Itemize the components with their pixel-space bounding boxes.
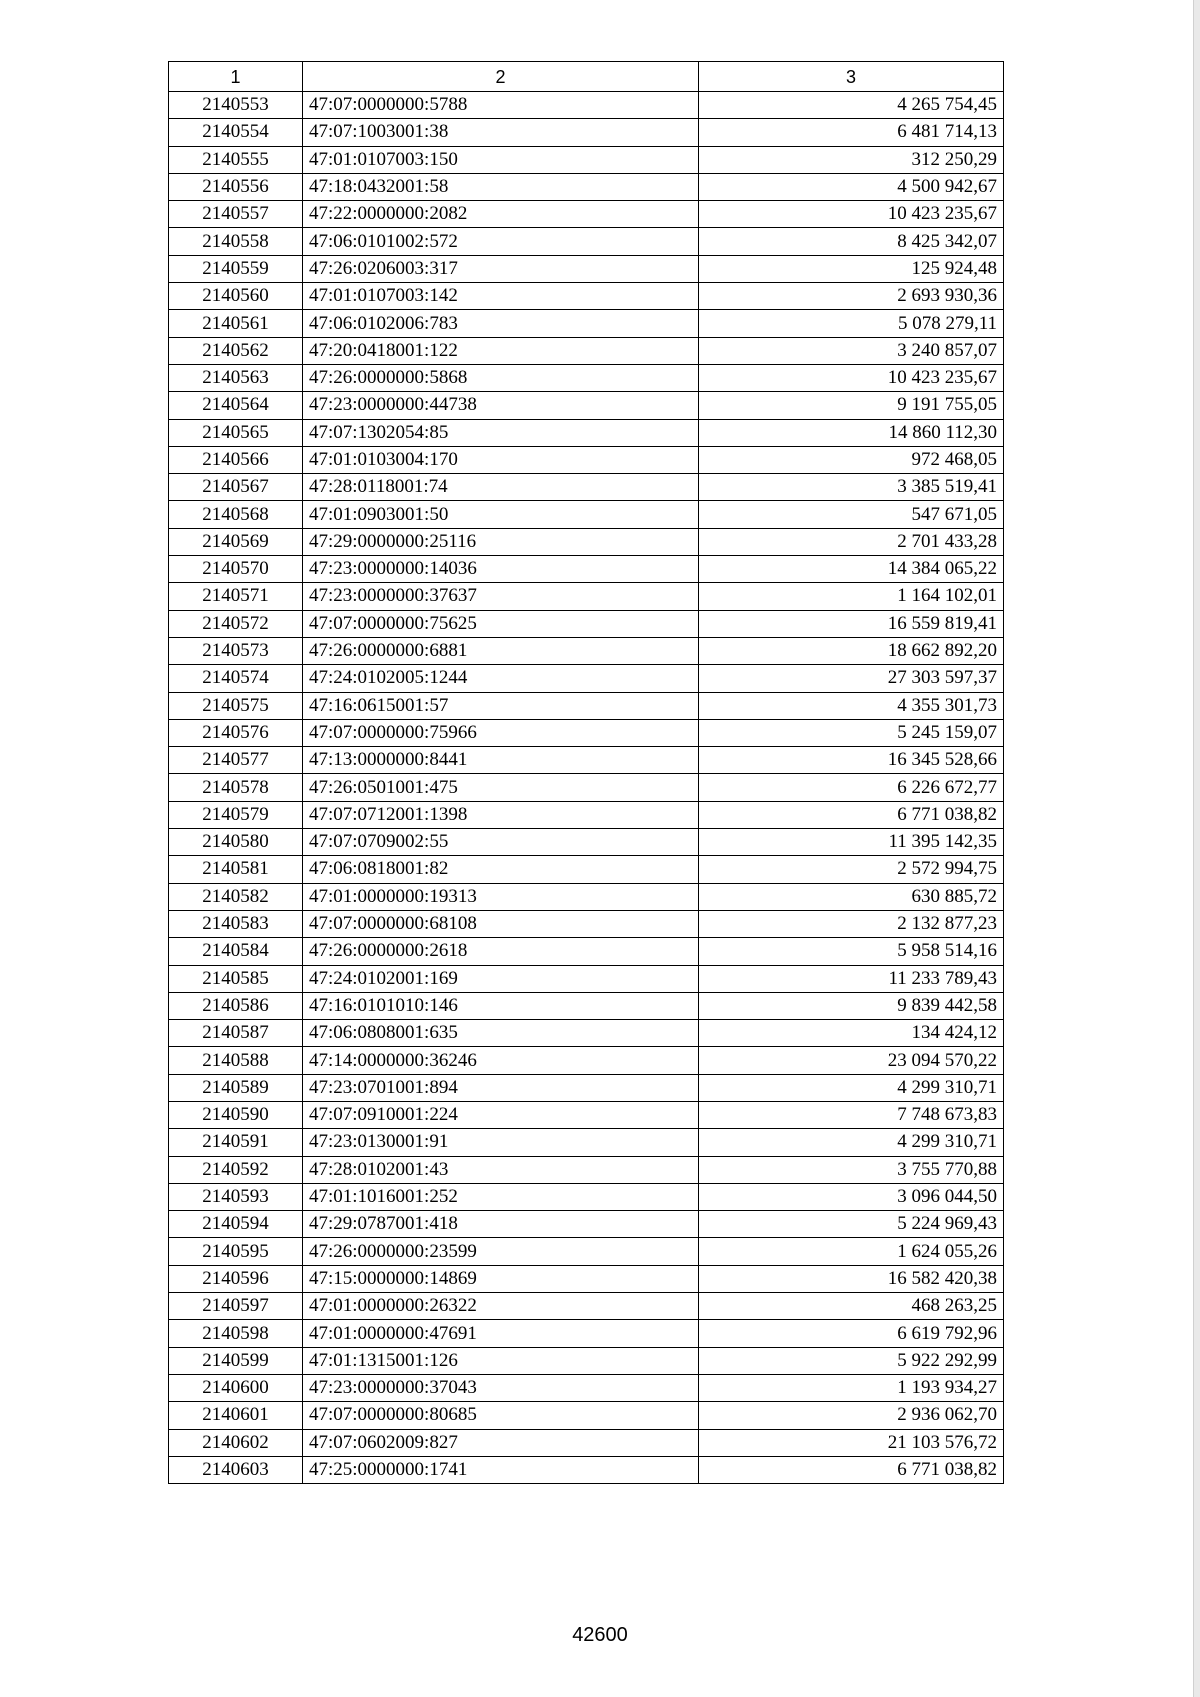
value-cell: 7 748 673,83 [699,1101,1004,1128]
cadastral-number-cell: 47:22:0000000:2082 [303,201,699,228]
cadastral-number-cell: 47:07:0709002:55 [303,829,699,856]
row-number-cell: 2140560 [169,283,303,310]
table-row [169,201,1004,228]
table-row [169,1238,1004,1265]
value-cell: 1 624 055,26 [699,1238,1004,1265]
value-cell: 5 958 514,16 [699,938,1004,965]
value-cell: 21 103 576,72 [699,1429,1004,1456]
table-row [169,1047,1004,1074]
value-cell: 4 265 754,45 [699,92,1004,119]
row-number-cell: 2140600 [169,1374,303,1401]
table-row [169,392,1004,419]
value-cell: 9 839 442,58 [699,992,1004,1019]
row-number-cell: 2140596 [169,1265,303,1292]
row-number-cell: 2140564 [169,392,303,419]
value-cell: 134 424,12 [699,1020,1004,1047]
value-cell: 2 572 994,75 [699,856,1004,883]
cadastral-number-cell: 47:16:0101010:146 [303,992,699,1019]
row-number-cell: 2140602 [169,1429,303,1456]
row-number-cell: 2140576 [169,719,303,746]
row-number-cell: 2140563 [169,364,303,391]
row-number-cell: 2140569 [169,528,303,555]
row-number-cell: 2140573 [169,637,303,664]
cadastral-number-cell: 47:01:0107003:150 [303,146,699,173]
cadastral-number-cell: 47:24:0102001:169 [303,965,699,992]
cadastral-number-cell: 47:14:0000000:36246 [303,1047,699,1074]
table-row [169,1211,1004,1238]
cadastral-number-cell: 47:07:0000000:75625 [303,610,699,637]
value-cell: 5 922 292,99 [699,1347,1004,1374]
cadastral-number-cell: 47:07:1302054:85 [303,419,699,446]
row-number-cell: 2140558 [169,228,303,255]
page-edge [1193,0,1200,1697]
table-row [169,747,1004,774]
row-number-cell: 2140586 [169,992,303,1019]
cadastral-number-cell: 47:01:1315001:126 [303,1347,699,1374]
table-row [169,92,1004,119]
row-number-cell: 2140572 [169,610,303,637]
cadastral-number-cell: 47:23:0000000:37043 [303,1374,699,1401]
cadastral-number-cell: 47:01:0000000:47691 [303,1320,699,1347]
value-cell: 2 936 062,70 [699,1402,1004,1429]
table-row [169,1156,1004,1183]
value-cell: 3 385 519,41 [699,474,1004,501]
cadastral-number-cell: 47:26:0206003:317 [303,255,699,282]
value-cell: 972 468,05 [699,446,1004,473]
row-number-cell: 2140553 [169,92,303,119]
table-row [169,228,1004,255]
value-cell: 18 662 892,20 [699,637,1004,664]
value-cell: 23 094 570,22 [699,1047,1004,1074]
value-cell: 2 701 433,28 [699,528,1004,555]
row-number-cell: 2140582 [169,883,303,910]
table-row [169,829,1004,856]
row-number-cell: 2140568 [169,501,303,528]
row-number-cell: 2140570 [169,556,303,583]
row-number-cell: 2140566 [169,446,303,473]
cadastral-number-cell: 47:23:0000000:14036 [303,556,699,583]
row-number-cell: 2140595 [169,1238,303,1265]
value-cell: 5 245 159,07 [699,719,1004,746]
row-number-cell: 2140565 [169,419,303,446]
row-number-cell: 2140579 [169,801,303,828]
cadastral-number-cell: 47:28:0102001:43 [303,1156,699,1183]
data-table [168,61,1004,1484]
value-cell: 2 693 930,36 [699,283,1004,310]
row-number-cell: 2140587 [169,1020,303,1047]
row-number-cell: 2140597 [169,1293,303,1320]
cadastral-number-cell: 47:07:0000000:80685 [303,1402,699,1429]
row-number-cell: 2140584 [169,938,303,965]
cadastral-number-cell: 47:26:0501001:475 [303,774,699,801]
cadastral-number-cell: 47:07:0000000:75966 [303,719,699,746]
row-number-cell: 2140556 [169,173,303,200]
value-cell: 3 755 770,88 [699,1156,1004,1183]
value-cell: 5 078 279,11 [699,310,1004,337]
cadastral-number-cell: 47:23:0000000:44738 [303,392,699,419]
table-row [169,692,1004,719]
value-cell: 3 096 044,50 [699,1183,1004,1210]
table-row [169,1320,1004,1347]
table-row [169,474,1004,501]
value-cell: 14 860 112,30 [699,419,1004,446]
value-cell: 312 250,29 [699,146,1004,173]
row-number-cell: 2140589 [169,1074,303,1101]
table-row [169,801,1004,828]
value-cell: 8 425 342,07 [699,228,1004,255]
cadastral-number-cell: 47:07:1003001:38 [303,119,699,146]
table-row [169,1293,1004,1320]
table-row [169,965,1004,992]
table-body [169,92,1004,1484]
table-row [169,1374,1004,1401]
cadastral-number-cell: 47:26:0000000:23599 [303,1238,699,1265]
cadastral-number-cell: 47:01:0000000:19313 [303,883,699,910]
table-row [169,610,1004,637]
table-row [169,283,1004,310]
cadastral-number-cell: 47:07:0602009:827 [303,1429,699,1456]
value-cell: 468 263,25 [699,1293,1004,1320]
value-cell: 6 771 038,82 [699,1456,1004,1483]
cadastral-number-cell: 47:24:0102005:1244 [303,665,699,692]
cadastral-number-cell: 47:23:0701001:894 [303,1074,699,1101]
table-row [169,501,1004,528]
row-number-cell: 2140581 [169,856,303,883]
table-row [169,119,1004,146]
value-cell: 4 500 942,67 [699,173,1004,200]
value-cell: 630 885,72 [699,883,1004,910]
row-number-cell: 2140590 [169,1101,303,1128]
value-cell: 6 771 038,82 [699,801,1004,828]
value-cell: 4 299 310,71 [699,1074,1004,1101]
row-number-cell: 2140562 [169,337,303,364]
cadastral-number-cell: 47:06:0808001:635 [303,1020,699,1047]
cadastral-number-cell: 47:28:0118001:74 [303,474,699,501]
cadastral-number-cell: 47:26:0000000:5868 [303,364,699,391]
cadastral-number-cell: 47:07:0000000:5788 [303,92,699,119]
table-row [169,1429,1004,1456]
table-row [169,528,1004,555]
value-cell: 10 423 235,67 [699,201,1004,228]
cadastral-number-cell: 47:01:0107003:142 [303,283,699,310]
row-number-cell: 2140603 [169,1456,303,1483]
cadastral-number-cell: 47:20:0418001:122 [303,337,699,364]
table-row [169,255,1004,282]
row-number-cell: 2140567 [169,474,303,501]
table-row [169,1183,1004,1210]
table-row [169,992,1004,1019]
cadastral-number-cell: 47:01:0903001:50 [303,501,699,528]
value-cell: 2 132 877,23 [699,910,1004,937]
cadastral-number-cell: 47:07:0712001:1398 [303,801,699,828]
table-row [169,556,1004,583]
cadastral-number-cell: 47:16:0615001:57 [303,692,699,719]
table-row [169,310,1004,337]
row-number-cell: 2140575 [169,692,303,719]
row-number-cell: 2140578 [169,774,303,801]
value-cell: 6 619 792,96 [699,1320,1004,1347]
row-number-cell: 2140580 [169,829,303,856]
value-cell: 14 384 065,22 [699,556,1004,583]
cadastral-number-cell: 47:29:0000000:25116 [303,528,699,555]
cadastral-number-cell: 47:18:0432001:58 [303,173,699,200]
cadastral-number-cell: 47:23:0000000:37637 [303,583,699,610]
table-row [169,364,1004,391]
header-cell-2: 2 [303,62,699,92]
row-number-cell: 2140588 [169,1047,303,1074]
row-number-cell: 2140559 [169,255,303,282]
row-number-cell: 2140601 [169,1402,303,1429]
cadastral-number-cell: 47:01:1016001:252 [303,1183,699,1210]
table-row [169,883,1004,910]
cadastral-number-cell: 47:01:0103004:170 [303,446,699,473]
value-cell: 6 481 714,13 [699,119,1004,146]
cadastral-number-cell: 47:07:0910001:224 [303,1101,699,1128]
value-cell: 11 395 142,35 [699,829,1004,856]
value-cell: 16 559 819,41 [699,610,1004,637]
row-number-cell: 2140574 [169,665,303,692]
page-number: 42600 [572,1624,628,1646]
table-row [169,637,1004,664]
cadastral-number-cell: 47:13:0000000:8441 [303,747,699,774]
row-number-cell: 2140599 [169,1347,303,1374]
table-row [169,419,1004,446]
table-row [169,856,1004,883]
value-cell: 16 582 420,38 [699,1265,1004,1292]
cadastral-number-cell: 47:23:0130001:91 [303,1129,699,1156]
cadastral-number-cell: 47:29:0787001:418 [303,1211,699,1238]
row-number-cell: 2140571 [169,583,303,610]
row-number-cell: 2140585 [169,965,303,992]
row-number-cell: 2140561 [169,310,303,337]
table-row [169,719,1004,746]
row-number-cell: 2140555 [169,146,303,173]
cadastral-number-cell: 47:06:0102006:783 [303,310,699,337]
cadastral-number-cell: 47:26:0000000:2618 [303,938,699,965]
value-cell: 5 224 969,43 [699,1211,1004,1238]
table-row [169,1020,1004,1047]
value-cell: 547 671,05 [699,501,1004,528]
row-number-cell: 2140594 [169,1211,303,1238]
table-row [169,665,1004,692]
value-cell: 4 299 310,71 [699,1129,1004,1156]
table-row [169,1347,1004,1374]
row-number-cell: 2140583 [169,910,303,937]
row-number-cell: 2140577 [169,747,303,774]
value-cell: 4 355 301,73 [699,692,1004,719]
value-cell: 6 226 672,77 [699,774,1004,801]
value-cell: 16 345 528,66 [699,747,1004,774]
value-cell: 11 233 789,43 [699,965,1004,992]
value-cell: 10 423 235,67 [699,364,1004,391]
value-cell: 9 191 755,05 [699,392,1004,419]
table-row [169,1265,1004,1292]
table-row [169,1101,1004,1128]
value-cell: 27 303 597,37 [699,665,1004,692]
cadastral-number-cell: 47:26:0000000:6881 [303,637,699,664]
table-row [169,1074,1004,1101]
value-cell: 1 164 102,01 [699,583,1004,610]
table-row [169,583,1004,610]
cadastral-number-cell: 47:06:0101002:572 [303,228,699,255]
row-number-cell: 2140598 [169,1320,303,1347]
header-row [169,62,1004,92]
row-number-cell: 2140557 [169,201,303,228]
table-row [169,1402,1004,1429]
header-cell-3: 3 [699,62,1004,92]
table-header [169,62,1004,92]
table-row [169,910,1004,937]
table-row [169,146,1004,173]
header-cell-1: 1 [169,62,303,92]
table-row [169,337,1004,364]
cadastral-number-cell: 47:01:0000000:26322 [303,1293,699,1320]
value-cell: 3 240 857,07 [699,337,1004,364]
table-row [169,446,1004,473]
cadastral-number-cell: 47:25:0000000:1741 [303,1456,699,1483]
cadastral-number-cell: 47:15:0000000:14869 [303,1265,699,1292]
table-row [169,1456,1004,1483]
value-cell: 125 924,48 [699,255,1004,282]
row-number-cell: 2140554 [169,119,303,146]
row-number-cell: 2140592 [169,1156,303,1183]
table-row [169,173,1004,200]
value-cell: 1 193 934,27 [699,1374,1004,1401]
cadastral-number-cell: 47:07:0000000:68108 [303,910,699,937]
table-row [169,938,1004,965]
row-number-cell: 2140591 [169,1129,303,1156]
cadastral-number-cell: 47:06:0818001:82 [303,856,699,883]
row-number-cell: 2140593 [169,1183,303,1210]
table-row [169,1129,1004,1156]
table-row [169,774,1004,801]
